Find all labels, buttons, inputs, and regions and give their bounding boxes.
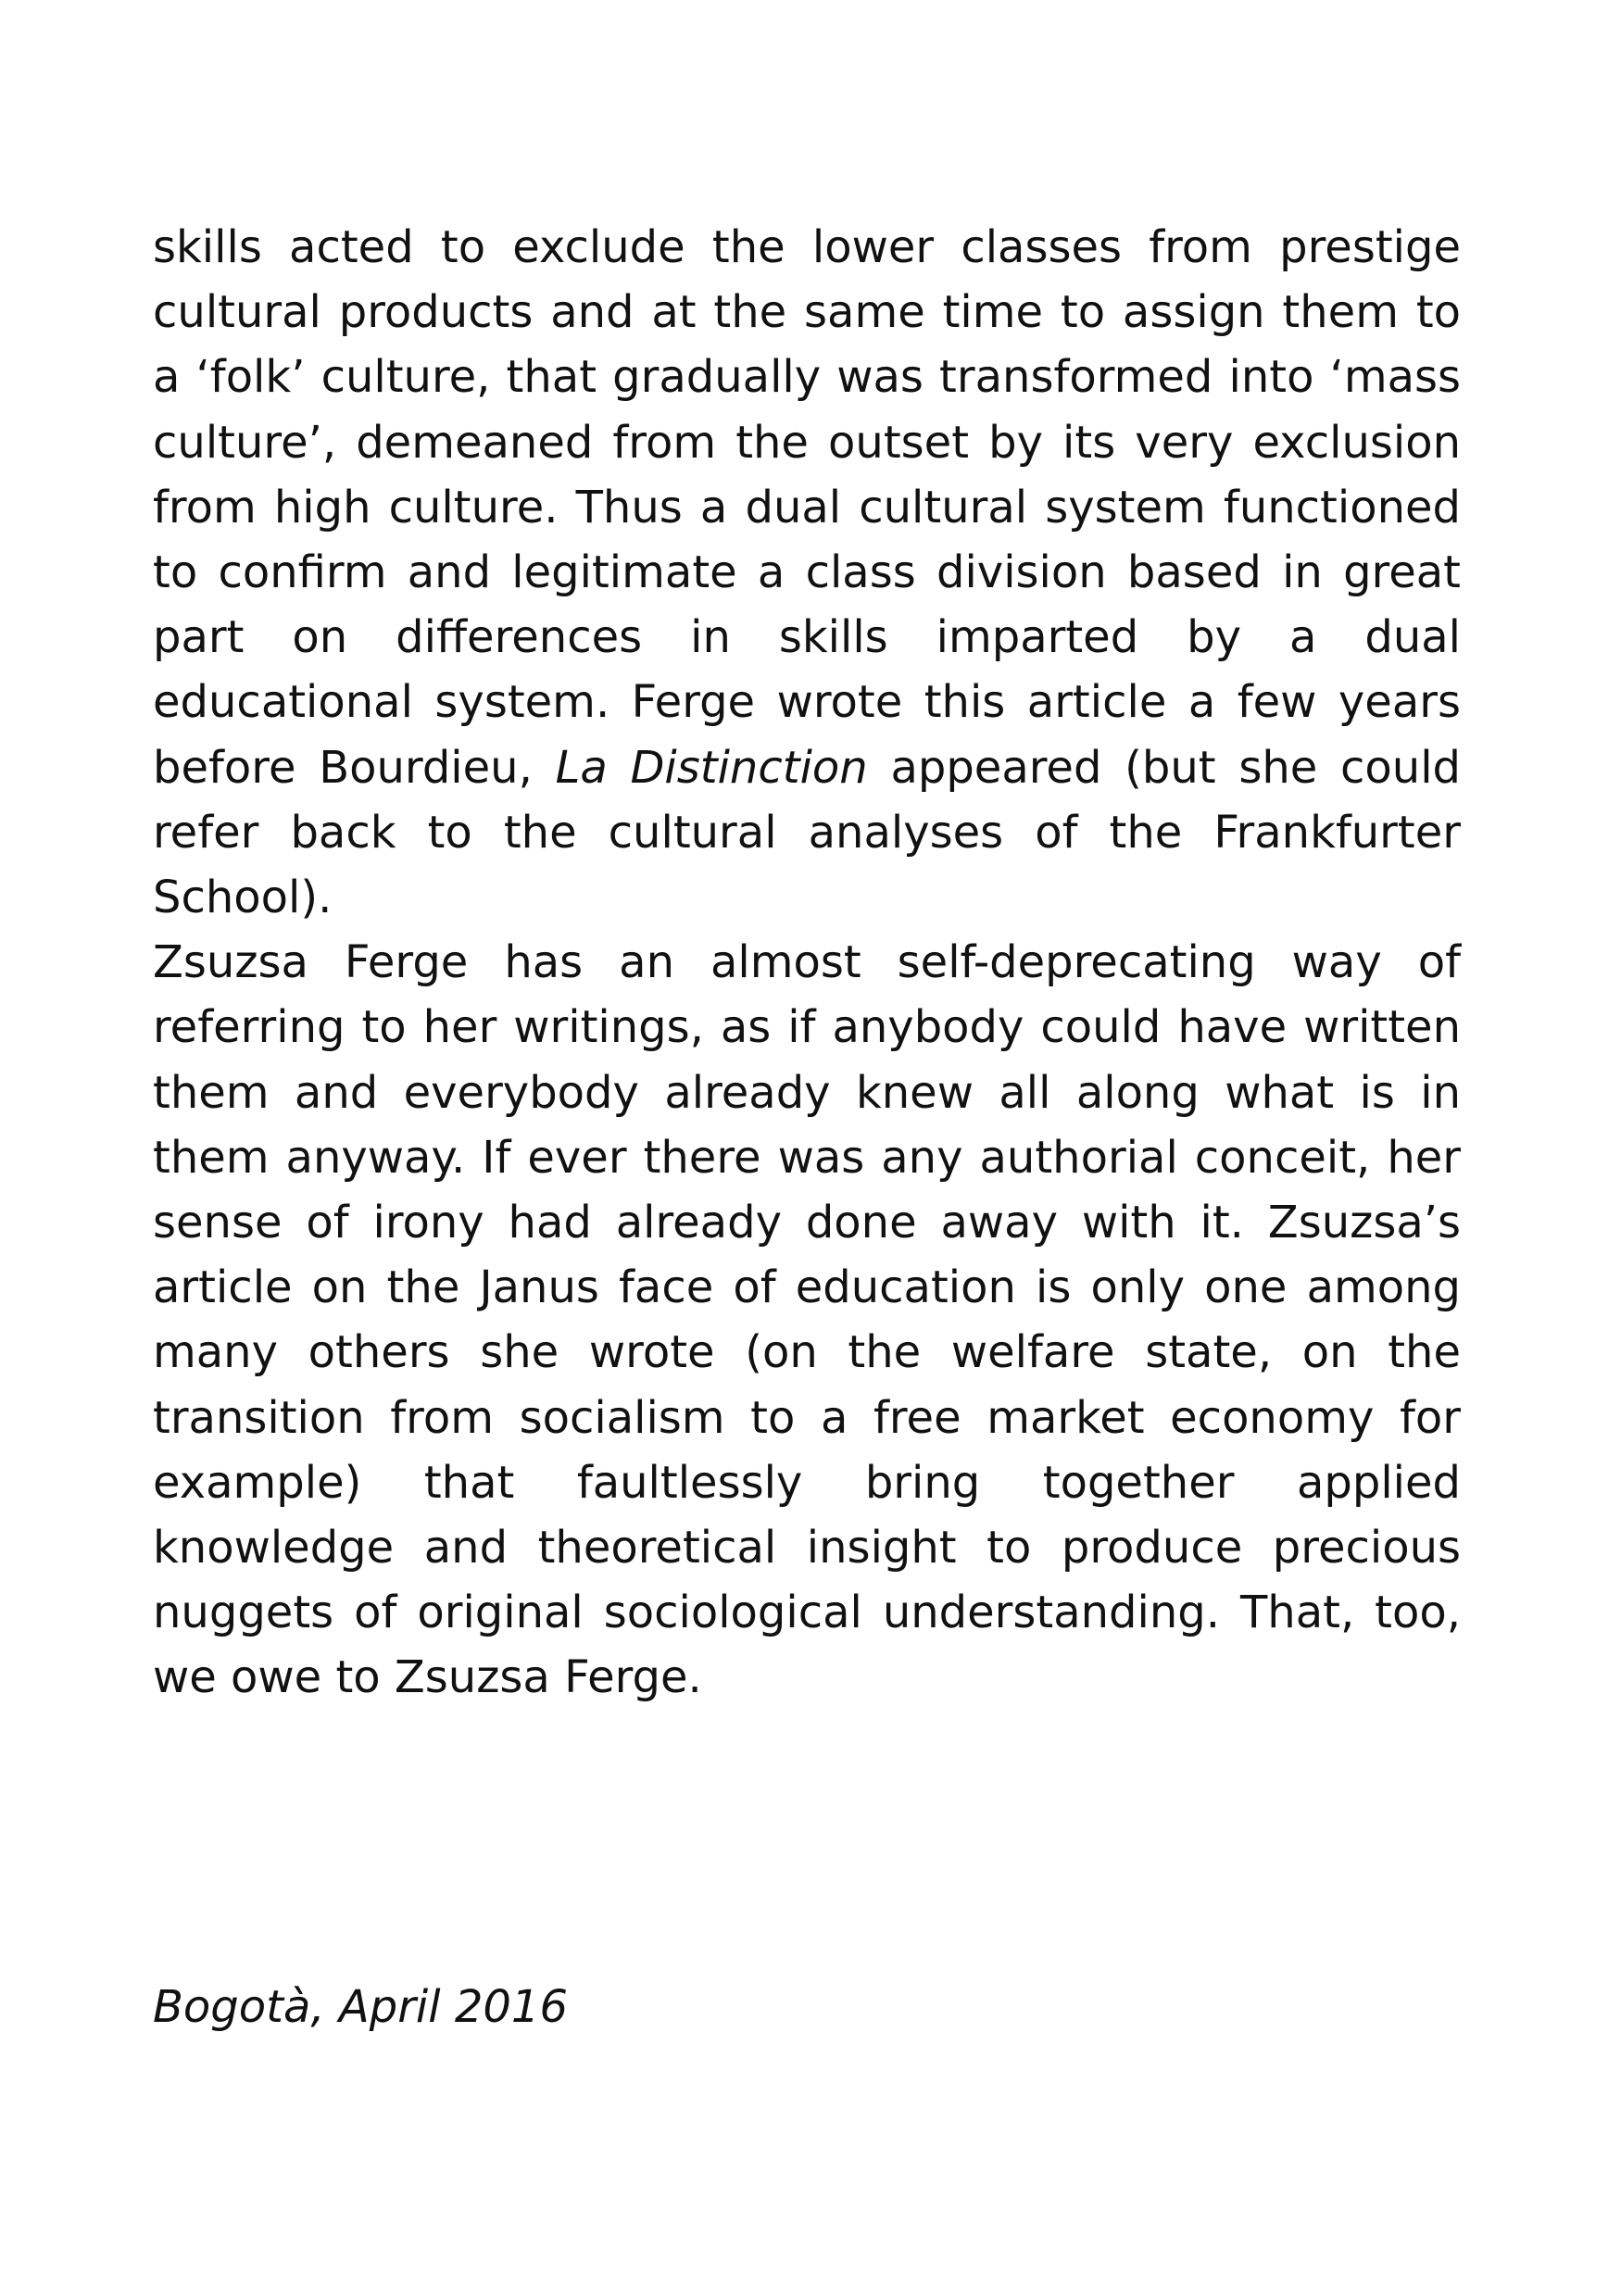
body-text [153,215,1461,1711]
paragraph-2: Zsuzsa Ferge has an almost self-deprecating way of referring to her writings, as if anybody could have written them and everybody already knew all along what is in them anyway. If ever there was any authorial conceit, her sense of irony had already done away with it. Zsuzsa’s article on the Janus face of education is only one among many others she wrote (on the welfare state, on the transition from socialism to a free market economy for example) that faultlessly bring together applied knowledge and theoretical insight to produce precious nuggets of original sociological understanding. That, too, we owe to Zsuzsa Ferge. [153,936,1461,1704]
book-title: La Distinction [555,741,868,794]
place-date-signoff: Bogotà, April 2016 [153,1981,569,2033]
paragraph-1-text-before-title: skills acted to exclude the lower classes from prestige cultural products and at the same time to assign them to a ‘folk’ culture, that gradually was transformed into ‘mass culture’, demeaned from the outset by its very exclusion from high culture. Thus a dual cultural system functioned to confirm and legitimate a class division based in great part on differences in skills imparted by a dual educational system. Ferge wrote this article a few years before Bourdieu, [153,221,1461,794]
paragraph-1-text-after-title: appeared (but she could refer back to the cultural analyses of the Frankfurter School). [153,741,1462,924]
paragraph-1 [153,215,1461,930]
